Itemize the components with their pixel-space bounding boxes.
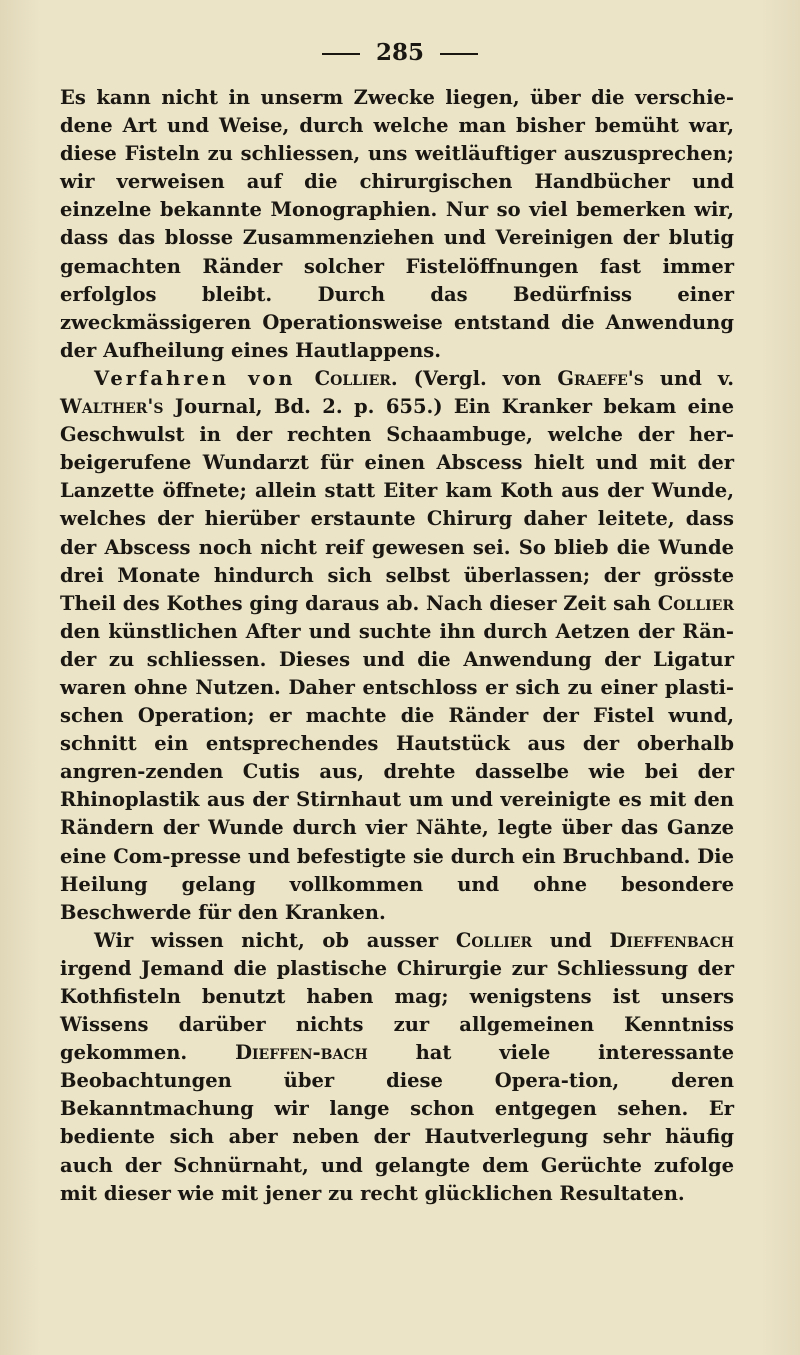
paragraph-text: (Vergl. von — [397, 366, 558, 390]
name-dieffenbach: Dieffenbach — [609, 928, 734, 952]
page-number: 285 — [375, 39, 424, 66]
header-dash-right — [440, 53, 478, 55]
paragraph-text: Journal, Bd. 2. p. 655.) Ein Kranker bekam eine Geschwulst in der rechten Schaambuge, welche der her-beigerufene Wundarzt für einen Abscess hielt und mit der Lanzette öffnete; allein statt Eiter kam Koth aus der Wunde, welches der hierüber erstaunte Chirurg daher leitete, dass der Abscess noch nicht reif gewesen sei. So blieb die Wunde drei Monate hindurch sich selbst überlassen; der grösste Theil des Kothes ging daraus ab. Nach dieser Zeit sah — [60, 395, 734, 615]
name-walther: Walther's — [60, 395, 164, 419]
page-header — [0, 38, 800, 68]
paragraph-collier — [60, 365, 734, 927]
name-dieffenbach: Dieffen-bach — [235, 1041, 368, 1065]
paragraph-text: hat viele interessante Beobachtungen über diese Opera-tion, deren Bekanntmachung wir lange schon entgegen sehen. Er bediente sich aber neben der Hautverlegung sehr häufig auch der Schnürnaht, und gelangte dem Gerüchte zufolge mit dieser wie mit jener zu recht glücklichen Resultaten. — [60, 1041, 734, 1205]
name-collier: Collier — [455, 928, 533, 952]
paragraph-intro — [60, 84, 734, 365]
paragraph-text: irgend Jemand die plastische Chirurgie zur Schliessung der Kothfisteln benutzt haben mag; wenigstens ist unsers Wissens darüber nichts zur allgemeinen Kenntniss gekommen. — [60, 956, 734, 1065]
body-text — [60, 84, 734, 1208]
header-dash-left — [322, 53, 360, 55]
paragraph-text: den künstlichen After und suchte ihn durch Aetzen der Rän-der zu schliessen. Dieses und die Anwendung der Ligatur waren ohne Nutzen. Daher entschloss er sich zu einer plasti-schen Operation; er machte die Ränder der Fistel wund, schnitt ein entsprechendes Hautstück aus der oberhalb angren-zenden Cutis aus, drehte dasselbe wie bei der Rhinoplastik aus der Stirnhaut um und vereinigte es mit den Rändern der Wunde durch vier Nähte, legte über das Ganze eine Com-presse und befestigte sie durch ein Bruchband. Die Heilung gelang vollkommen und ohne besondere Beschwerde für den Kranken. — [60, 619, 734, 924]
name-collier: Collier — [657, 591, 734, 615]
paragraph-text: Es kann nicht in unserm Zwecke liegen, über die verschie-dene Art und Weise, durch welche man bisher bemüht war, diese Fisteln zu schliessen, uns weitläuftiger auszusprechen; wir verweisen auf die chirurgischen Handbücher und einzelne bekannte Monographien. Nur so viel bemerken wir, dass das blosse Zusammenziehen und Vereinigen der blutig gemachten Ränder solcher Fistelöffnungen fast immer erfolglos bleibt. Durch das Bedürfniss einer zweckmässigeren Operationsweise entstand die Anwendung der Aufheilung eines Hautlappens. — [60, 86, 734, 362]
name-collier: Collier. — [314, 366, 398, 390]
paragraph-text: und v. — [643, 366, 734, 390]
paragraph-conclusion — [60, 927, 734, 1208]
section-heading: Verfahren von — [94, 366, 315, 390]
paragraph-text: und — [532, 928, 610, 952]
name-graefe: Graefe's — [557, 366, 644, 390]
paragraph-text: Wir wissen nicht, ob ausser — [94, 928, 456, 952]
